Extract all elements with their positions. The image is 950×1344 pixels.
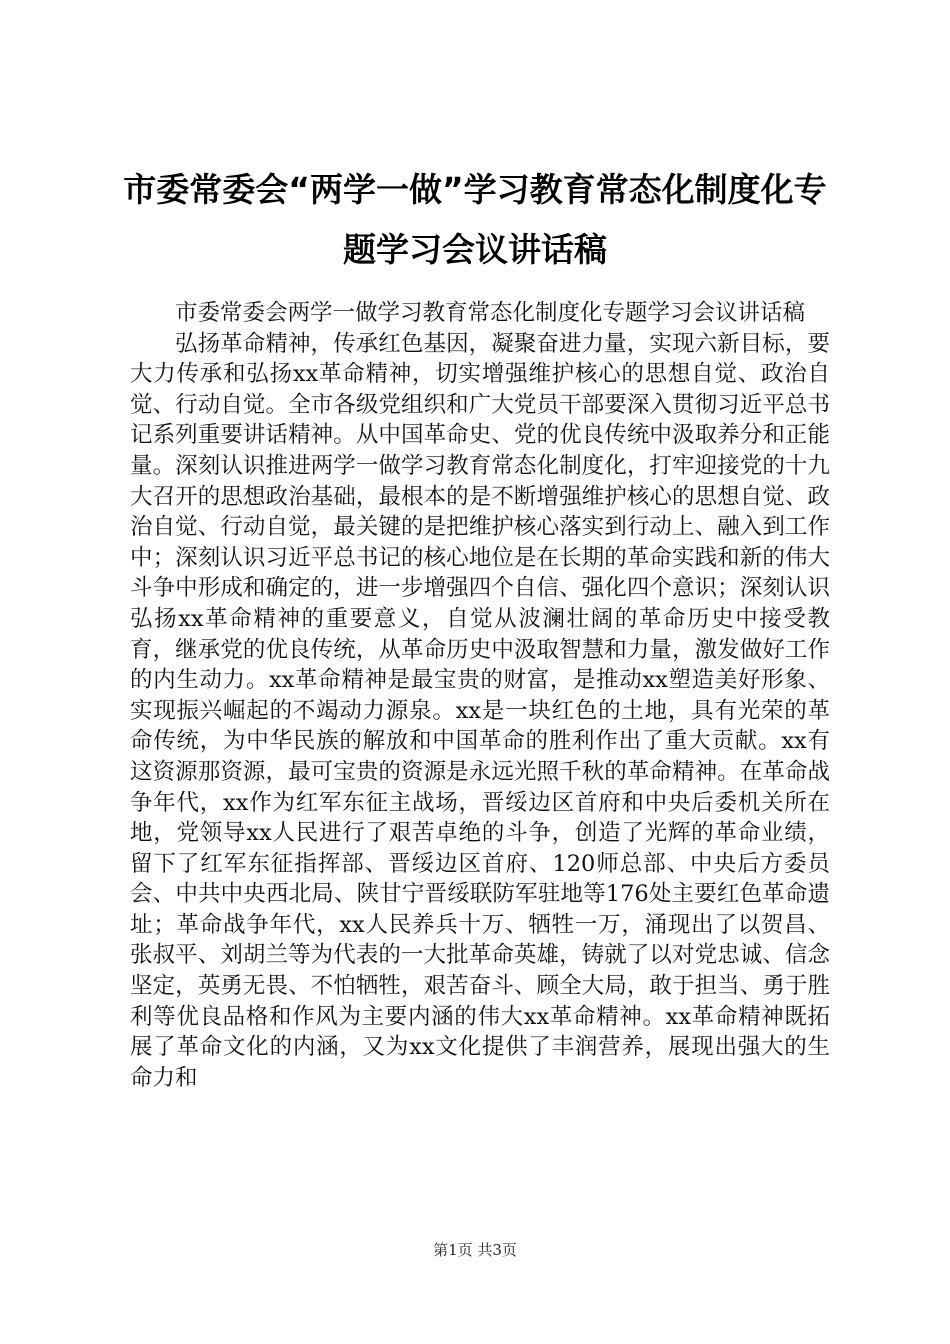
paragraph-main: 弘扬革命精神，传承红色基因，凝聚奋进力量，实现六新目标，要大力传承和弘扬xx革命精神，切实增强维护核心的思想自觉、政治自觉、行动自觉。全市各级党组织和广大党员干部要深入贯彻习近平总书记系列重要讲话精神。从中国革命史、党的优良传统中汲取养分和正能量。深刻认识推进两学一做学习教育常态化制度化，打牢迎接党的十九大召开的思想政治基础，最根本的是不断增强维护核心的思想自觉、政治自觉、行动自觉，最关键的是把维护核心落实到行动上、融入到工作中；深刻认识习近平总书记的核心地位是在长期的革命实践和新的伟大斗争中形成和确定的，进一步增强四个自信、强化四个意识；深刻认识弘扬xx革命精神的重要意义，自觉从波澜壮阔的革命历史中接受教育，继承党的优良传统，从革命历史中汲取智慧和力量，激发做好工作的内生动力。xx革命精神是最宝贵的财富，是推动xx塑造美好形象、实现振兴崛起的不竭动力源泉。xx是一块红色的土地，具有光荣的革命传统，为中华民族的解放和中国革命的胜利作出了重大贡献。xx有这资源那资源，最可宝贵的资源是永远光照千秋的革命精神。在革命战争年代，xx作为红军东征主战场，晋绥边区首府和中央后委机关所在地，党领导xx人民进行了艰苦卓绝的斗争，创造了光辉的革命业绩，留下了红军东征指挥部、晋绥边区首府、120师总部、中央后方委员会、中共中央西北局、陕甘宁晋绥联防军驻地等176处主要红色革命遗址；革命战争年代，xx人民养兵十万、牺牲一万，涌现出了以贺昌、张叔平、刘胡兰等为代表的一大批革命英雄，铸就了以对党忠诚、信念坚定，英勇无畏、不怕牺牲，艰苦奋斗、顾全大局，敢于担当、勇于胜利等优良品格和作风为主要内涵的伟大xx革命精神。xx革命精神既拓展了革命文化的内涵，又为xx文化提供了丰润营养，展现出强大的生命力和 <box>130 330 830 1091</box>
document-title: 市委常委会“两学一做”学习教育常态化制度化专题学习会议讲话稿 <box>123 170 827 269</box>
page-number-footer: 第1页 共3页 <box>433 1241 517 1259</box>
document-body <box>130 298 830 1093</box>
paragraph-subtitle: 市委常委会两学一做学习教育常态化制度化专题学习会议讲话稿 <box>175 300 806 326</box>
